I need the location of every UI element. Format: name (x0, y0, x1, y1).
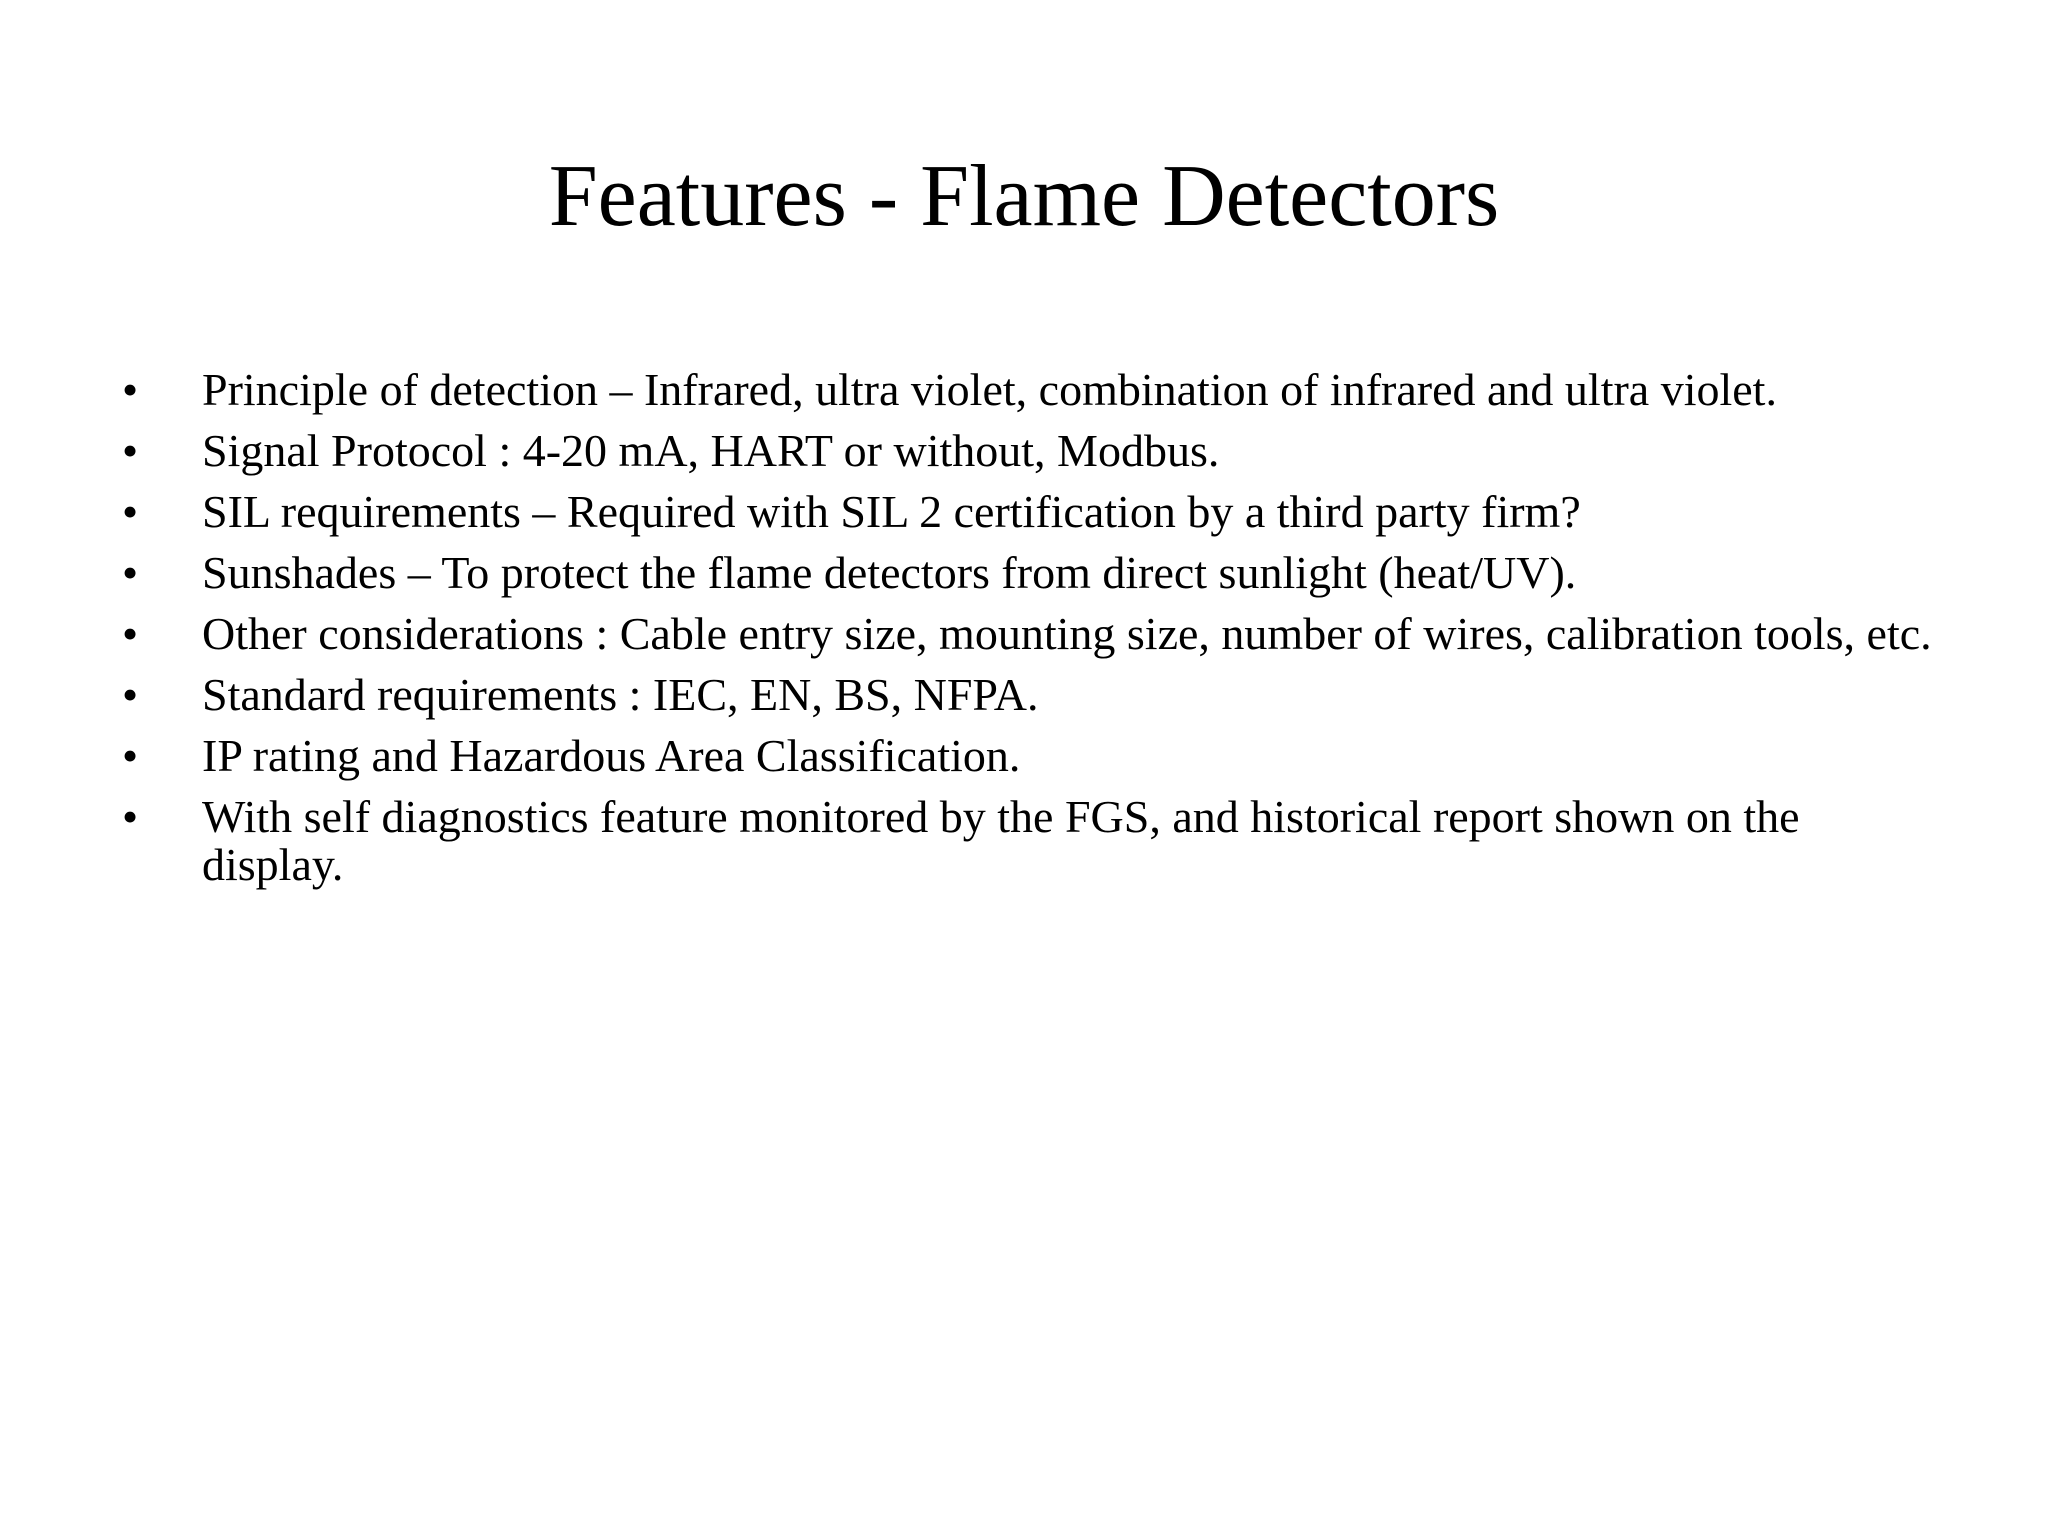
list-item (118, 671, 1948, 719)
bullet-icon: • (122, 730, 139, 781)
list-item (118, 610, 1948, 658)
bullet-text: Other considerations : Cable entry size, mounting size, number of wires, calibration tools, etc. (202, 608, 1932, 659)
bullet-icon: • (122, 425, 139, 476)
list-item (118, 366, 1948, 414)
list-item (118, 488, 1948, 536)
bullet-icon: • (122, 669, 139, 720)
bullet-text: Sunshades – To protect the flame detectors from direct sunlight (heat/UV). (202, 547, 1577, 598)
bullet-text: SIL requirements – Required with SIL 2 certification by a third party firm? (202, 486, 1581, 537)
bullet-icon: • (122, 364, 139, 415)
bullet-text: With self diagnostics feature monitored by the FGS, and historical report shown on the display. (202, 791, 1800, 890)
list-item (118, 793, 1948, 889)
slide-title: Features - Flame Detectors (548, 148, 1500, 245)
bullet-text: IP rating and Hazardous Area Classification. (202, 730, 1021, 781)
list-item (118, 427, 1948, 475)
bullet-icon: • (122, 547, 139, 598)
bullet-text: Principle of detection – Infrared, ultra violet, combination of infrared and ultra violet. (202, 364, 1777, 415)
bullet-text: Signal Protocol : 4-20 mA, HART or without, Modbus. (202, 425, 1220, 476)
bullet-icon: • (122, 791, 139, 842)
bullet-list (118, 366, 1948, 902)
bullet-icon: • (122, 608, 139, 659)
list-item (118, 549, 1948, 597)
bullet-text: Standard requirements : IEC, EN, BS, NFPA. (202, 669, 1039, 720)
list-item (118, 732, 1948, 780)
bullet-icon: • (122, 486, 139, 537)
